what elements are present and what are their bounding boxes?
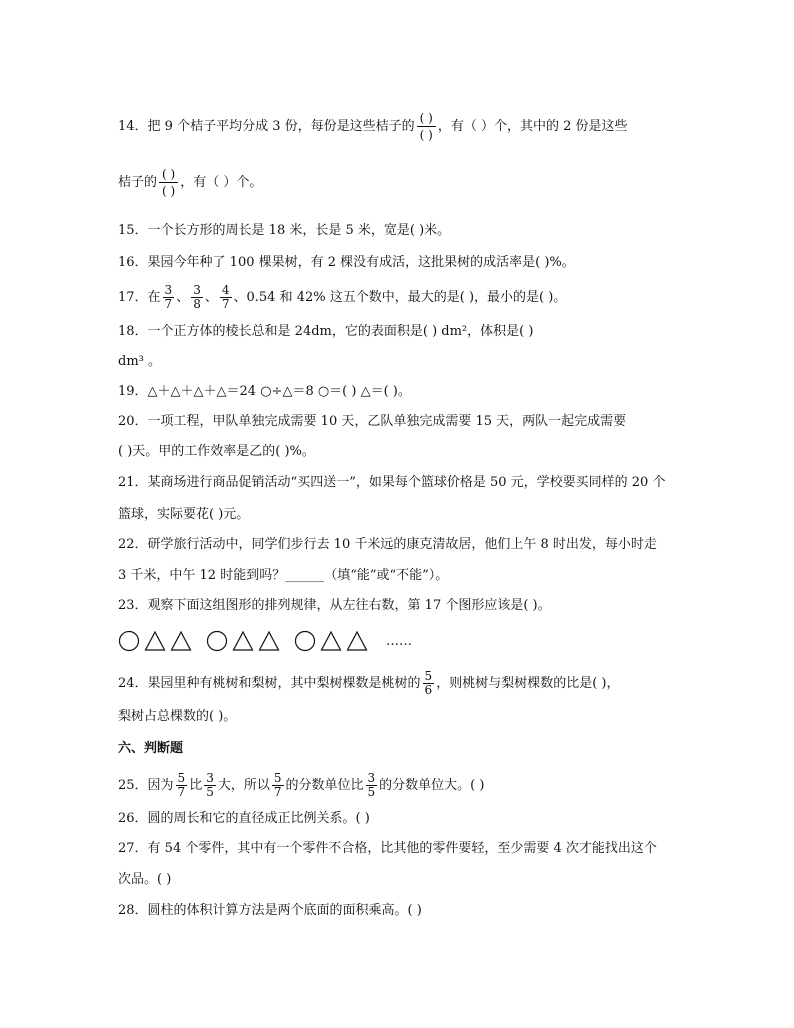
question-27-line2: 次品。( ) <box>118 872 172 887</box>
q24-fraction: $\frac{5}{6}$ <box>424 669 433 697</box>
q17-fraction-3: $\frac{4}{7}$ <box>221 283 230 311</box>
question-27-line1: 27．有 54 个零件，其中有一个零件不合格，比其他的零件要轻，至少需要 4 次才能找出这个 <box>118 841 657 856</box>
question-21-line1: 21．某商场进行商品促销活动“买四送一”，如果每个篮球价格是 50 元，学校要买同样的 20 个 <box>118 475 666 490</box>
question-18-line2: dm³ 。 <box>118 354 161 369</box>
q14-text-a: 14．把 9 个桔子平均分成 3 份，每份是这些桔子的 <box>118 119 415 134</box>
q25-text-c: 大，所以 <box>217 778 270 793</box>
q24-text-b: ，则桃树与梨树棵数的比是( )， <box>436 676 620 691</box>
q14-fraction-blank-2: $\frac{( )}{( )}$ <box>159 166 178 199</box>
question-21-line2: 篮球，实际要花( )元。 <box>118 507 250 522</box>
question-14-line1 <box>118 110 627 143</box>
question-25 <box>118 772 484 799</box>
question-28: 28．圆柱的体积计算方法是两个底面的面积乘高。( ) <box>118 903 422 918</box>
triangle-icon <box>232 630 254 652</box>
q17-fraction-2: $\frac{3}{8}$ <box>193 283 201 311</box>
question-18-line1: 18．一个正方体的棱长总和是 24dm，它的表面积是( ) dm²，体积是( ) <box>118 324 534 339</box>
q23-ellipsis: …… <box>386 633 412 649</box>
question-17 <box>118 284 566 311</box>
question-23: 23．观察下面这组图形的排列规律，从左往右数，第 17 个图形应该是( )。 <box>118 598 551 613</box>
circle-icon <box>294 630 316 652</box>
question-20-line1: 20．一项工程，甲队单独完成需要 10 天，乙队单独完成需要 15 天，两队一起完成需要 <box>118 414 627 429</box>
q25-text-e: 的分数单位大。( ) <box>379 778 485 793</box>
question-26: 26．圆的周长和它的直径成正比例关系。( ) <box>118 811 370 826</box>
question-20-line2: ( )天。甲的工作效率是乙的( )%。 <box>118 444 315 459</box>
q25-fraction-1: $\frac{5}{7}$ <box>177 771 186 799</box>
q17-sep-1: 、 <box>176 290 190 305</box>
q25-fraction-2: $\frac{3}{5}$ <box>206 771 214 799</box>
q25-fraction-3: $\frac{5}{7}$ <box>273 771 282 799</box>
q24-text-a: 24．果园里种有桃树和梨树，其中梨树棵数是桃树的 <box>118 676 421 691</box>
q23-shape-sequence <box>118 630 412 652</box>
triangle-icon <box>258 630 280 652</box>
q17-sep-2: 、 <box>204 290 218 305</box>
question-15: 15．一个长方形的周长是 18 米，长是 5 米，宽是( )米。 <box>118 223 451 238</box>
question-14-line2 <box>118 166 262 199</box>
q14-text-c: 桔子的 <box>118 175 158 190</box>
question-22-line1: 22．研学旅行活动中，同学们步行去 10 千米远的康克清故居，他们上午 8 时出发，每小时走 <box>118 537 657 552</box>
q14-fraction-blank-1: $\frac{( )}{( )}$ <box>417 110 436 143</box>
q14-text-b: ，有（ ）个，其中的 2 份是这些 <box>437 119 628 134</box>
q17-fraction-1: $\frac{3}{7}$ <box>164 283 173 311</box>
circle-icon <box>118 630 140 652</box>
question-16: 16．果园今年种了 100 棵果树，有 2 棵没有成活，这批果树的成活率是( )%。 <box>118 255 575 270</box>
q17-text-b: 、0.54 和 42% 这五个数中，最大的是( )，最小的是( )。 <box>233 290 567 305</box>
question-24-line1 <box>118 670 619 697</box>
q17-text-a: 17．在 <box>118 290 161 305</box>
triangle-icon <box>144 630 166 652</box>
q25-text-d: 的分数单位比 <box>285 778 364 793</box>
triangle-icon <box>170 630 192 652</box>
question-22-line2: 3 千米，中午 12 时能到吗？______（填“能”或“不能”）。 <box>118 568 449 583</box>
q25-fraction-4: $\frac{3}{5}$ <box>367 771 376 799</box>
question-19: 19．△＋△＋△＋△＝24 ○÷△＝8 ○＝( ) △＝( )。 <box>118 384 411 399</box>
section-heading-judgement: 六、判断题 <box>118 741 184 756</box>
circle-icon <box>206 630 228 652</box>
q25-text-a: 25．因为 <box>118 778 174 793</box>
triangle-icon <box>320 630 342 652</box>
question-24-line2: 梨树占总棵数的( )。 <box>118 709 237 724</box>
triangle-icon <box>346 630 368 652</box>
q14-text-d: ，有（ ）个。 <box>180 175 263 190</box>
q25-text-b: 比 <box>189 778 203 793</box>
